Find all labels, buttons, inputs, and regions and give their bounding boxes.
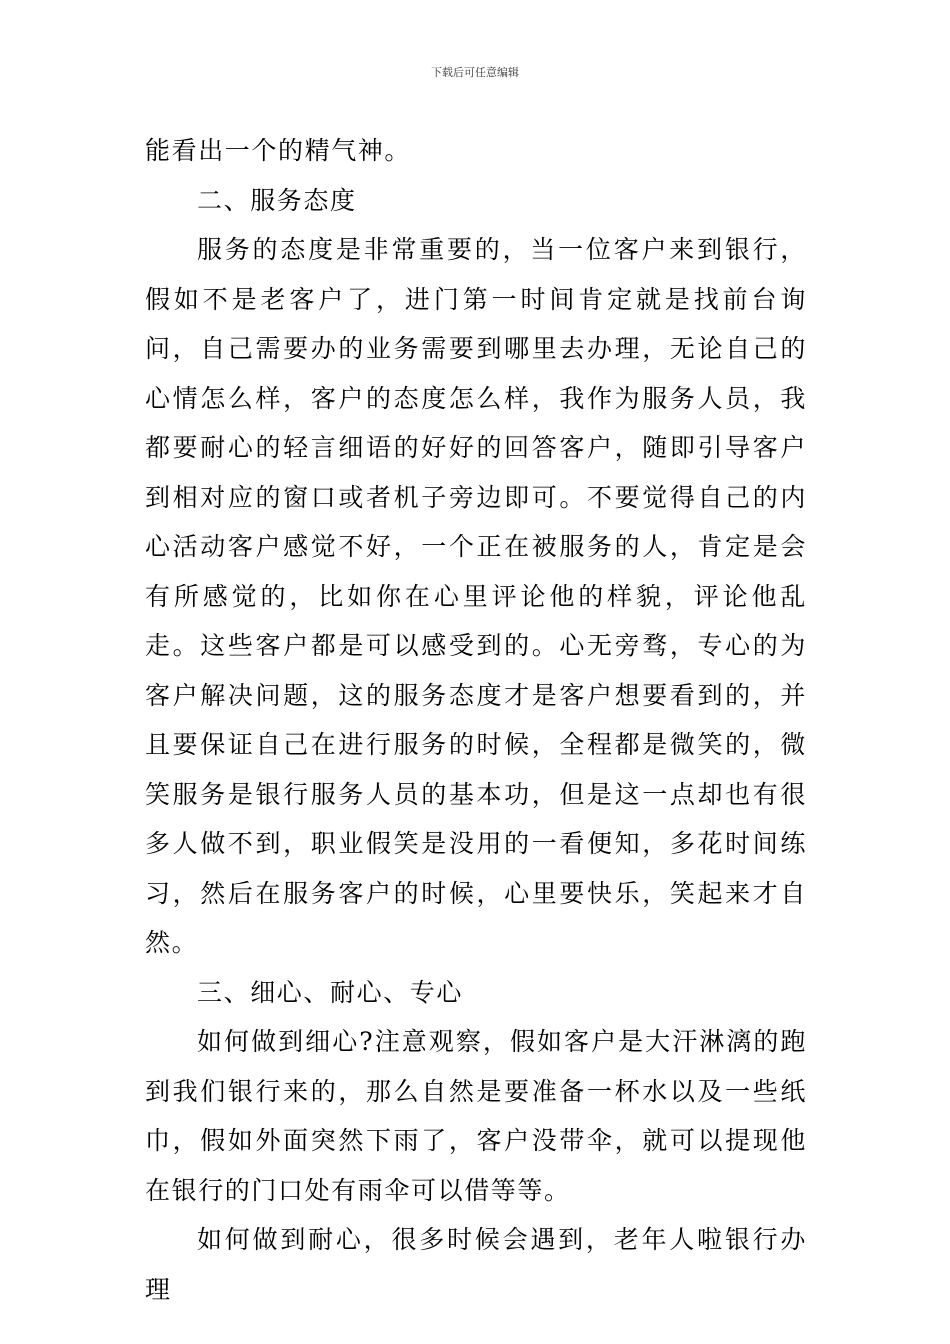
page-header-note: 下载后可任意编辑 — [431, 66, 519, 79]
section-heading-careful-patient-focused: 三、细心、耐心、专心 — [197, 977, 464, 1007]
section-heading-service-attitude: 二、服务态度 — [197, 185, 357, 215]
document-body — [145, 126, 807, 1314]
paragraph-careful: 如何做到细心?注意观察，假如客户是大汗淋漓的跑到我们银行来的，那么自然是要准备一杯水以及一些纸巾，假如外面突然下雨了，客户没带伞，就可以提现他在银行的门口处有雨伞可以借等等。 — [145, 1027, 807, 1205]
paragraph-patient: 如何做到耐心，很多时候会遇到，老年人啦银行办理 — [145, 1225, 807, 1304]
paragraph-service-attitude: 服务的态度是非常重要的，当一位客户来到银行，假如不是老客户了，进门第一时间肯定就是找前台询问，自己需要办的业务需要到哪里去办理，无论自己的心情怎么样，客户的态度怎么样，我作为服务人员，我都要耐心的轻言细语的好好的回答客户，随即引导客户到相对应的窗口或者机子旁边即可。不要觉得自己的内心活动客户感觉不好，一个正在被服务的人，肯定是会有所感觉的，比如你在心里评论他的样貌，评论他乱走。这些客户都是可以感受到的。心无旁骛，专心的为客户解决问题，这的服务态度才是客户想要看到的，并且要保证自己在进行服务的时候，全程都是微笑的，微笑服务是银行服务人员的基本功，但是这一点却也有很多人做不到，职业假笑是没用的一看便知，多花时间练习，然后在服务客户的时候，心里要快乐，笑起来才自然。 — [145, 235, 807, 957]
paragraph-continuation: 能看出一个的精气神。 — [145, 136, 412, 165]
